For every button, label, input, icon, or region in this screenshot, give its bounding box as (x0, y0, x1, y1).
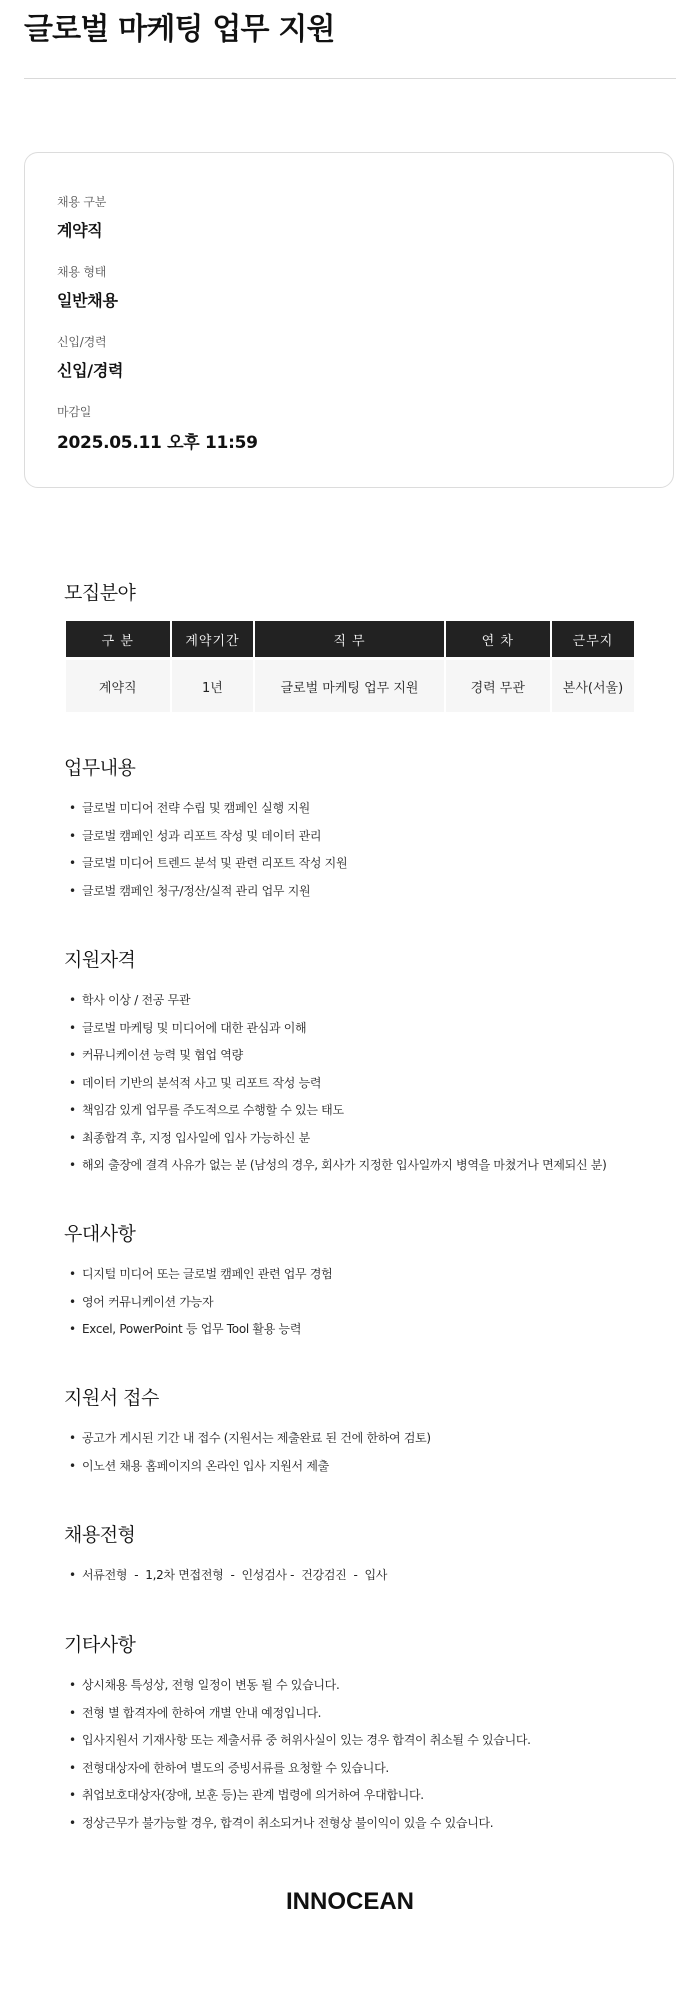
list-item: • 전형대상자에 한하여 별도의 증빙서류를 요청할 수 있습니다. (69, 1760, 389, 1775)
list-item-text: 전형 별 합격자에 한하여 개별 안내 예정입니다. (82, 1705, 322, 1720)
deadline-value: 2025.05.11 오후 11:59 (57, 433, 258, 453)
table-cell: 글로벌 마케팅 업무 지원 (255, 657, 443, 712)
list-item-text: 해외 출장에 결격 사유가 없는 분 (남성의 경우, 회사가 지정한 입사일까지 병역을 마쳤거나 면제되신 분) (82, 1158, 607, 1172)
section-title-application: 지원서 접수 (64, 1387, 159, 1409)
list-item: • 공고가 게시된 기간 내 접수 (지원서는 제출완료 된 건에 한하여 검토) (69, 1431, 431, 1445)
section-title-preferred: 우대사항 (64, 1223, 136, 1245)
table-cell: 계약직 (66, 657, 170, 712)
info-label: 신입/경력 (57, 335, 107, 349)
list-item: • 이노션 채용 홈페이지의 온라인 입사 지원서 제출 (69, 1458, 329, 1473)
list-item-text: 글로벌 캠페인 청구/정산/실적 관리 업무 지원 (82, 883, 311, 898)
list-item: • 글로벌 캠페인 성과 리포트 작성 및 데이터 관리 (69, 828, 322, 843)
list-item-text: 데이터 기반의 분석적 사고 및 리포트 작성 능력 (82, 1075, 322, 1090)
list-item-text: 정상근무가 불가능할 경우, 합격이 취소되거나 전형상 불이익이 있을 수 있습니다. (82, 1815, 494, 1830)
table-header-cell: 연 차 (446, 621, 551, 657)
section-title-etc: 기타사항 (64, 1634, 136, 1656)
section-title-duties: 업무내용 (64, 757, 136, 779)
info-value: 계약직 (57, 221, 103, 240)
list-item-text: 취업보호대상자(장애, 보훈 등)는 관계 법령에 의거하여 우대합니다. (82, 1788, 424, 1802)
list-item-text: 글로벌 미디어 전략 수립 및 캠페인 실행 지원 (82, 801, 310, 815)
list-item: • 학사 이상 / 전공 무관 (69, 993, 191, 1007)
list-item-text: 입사지원서 기재사항 또는 제출서류 중 허위사실이 있는 경우 합격이 취소될 수 있습니다. (82, 1733, 531, 1747)
list-item-text: 글로벌 미디어 트렌드 분석 및 관련 리포트 작성 지원 (82, 856, 348, 870)
list-item-text: 디지털 미디어 또는 글로벌 캠페인 관련 업무 경험 (82, 1267, 333, 1281)
etc-list (68, 1676, 531, 1841)
table-header-cell: 계약기간 (172, 621, 254, 657)
info-value: 일반채용 (57, 291, 118, 310)
section-title-process: 채용전형 (64, 1524, 136, 1546)
list-item: • 데이터 기반의 분석적 사고 및 리포트 작성 능력 (69, 1075, 322, 1090)
list-item-text: 최종합격 후, 지정 입사일에 입사 가능하신 분 (82, 1130, 310, 1145)
list-item: • 글로벌 캠페인 청구/정산/실적 관리 업무 지원 (69, 883, 311, 898)
section-title-qualifications: 지원자격 (64, 949, 136, 971)
info-label: 채용 형태 (57, 265, 107, 279)
info-item-type (57, 193, 106, 241)
list-item-text: 영어 커뮤니케이션 가능자 (82, 1294, 214, 1309)
info-item-form (57, 263, 118, 311)
list-item-text: 서류전형 - 1,2차 면접전형 - 인성검사 - 건강검진 - 입사 (82, 1568, 388, 1582)
list-item-text: 글로벌 캠페인 성과 리포트 작성 및 데이터 관리 (82, 828, 322, 843)
info-label: 채용 구분 (57, 195, 107, 209)
job-summary-card (24, 152, 674, 488)
list-item: • 서류전형 - 1,2차 면접전형 - 인성검사 - 건강검진 - 입사 (69, 1568, 388, 1582)
info-label: 마감일 (57, 405, 92, 419)
table-cell: 1년 (172, 657, 254, 712)
table-row (66, 657, 634, 712)
list-item: • Excel, PowerPoint 등 업무 Tool 활용 능력 (69, 1322, 302, 1336)
list-item: • 영어 커뮤니케이션 가능자 (69, 1294, 214, 1309)
innocean-logo: INNOCEAN (285, 1888, 414, 1915)
info-item-career (57, 333, 123, 381)
application-list (68, 1429, 431, 1484)
list-item: • 책임감 있게 업무를 주도적으로 수행할 수 있는 태도 (69, 1103, 344, 1117)
list-item: • 정상근무가 불가능할 경우, 합격이 취소되거나 전형상 불이익이 있을 수 있습니다. (69, 1815, 494, 1830)
list-item-text: Excel, PowerPoint 등 업무 Tool 활용 능력 (82, 1322, 302, 1336)
table-cell: 본사(서울) (552, 657, 634, 712)
info-value: 신입/경력 (57, 361, 124, 380)
list-item: • 취업보호대상자(장애, 보훈 등)는 관계 법령에 의거하여 우대합니다. (69, 1788, 424, 1802)
list-item: • 글로벌 미디어 트렌드 분석 및 관련 리포트 작성 지원 (69, 856, 348, 870)
list-item: • 디지털 미디어 또는 글로벌 캠페인 관련 업무 경험 (69, 1267, 333, 1281)
list-item: • 상시채용 특성상, 전형 일정이 변동 될 수 있습니다. (69, 1678, 340, 1692)
process-list (68, 1566, 387, 1594)
info-item-deadline (57, 403, 258, 453)
title-divider (24, 78, 676, 79)
list-item-text: 책임감 있게 업무를 주도적으로 수행할 수 있는 태도 (82, 1103, 344, 1117)
page-title: 글로벌 마케팅 업무 지원 (24, 12, 335, 47)
list-item: • 해외 출장에 결격 사유가 없는 분 (남성의 경우, 회사가 지정한 입사일까지 병역을 마쳤거나 면제되신 분) (69, 1158, 607, 1172)
qualifications-list (68, 991, 606, 1184)
list-item-text: 글로벌 마케팅 및 미디어에 대한 관심과 이해 (82, 1020, 307, 1035)
list-item: • 글로벌 미디어 전략 수립 및 캠페인 실행 지원 (69, 801, 310, 815)
recruit-table (64, 621, 636, 712)
list-item-text: 커뮤니케이션 능력 및 협업 역량 (82, 1048, 243, 1062)
table-header-cell: 근무지 (552, 621, 634, 657)
list-item: • 글로벌 마케팅 및 미디어에 대한 관심과 이해 (69, 1020, 307, 1035)
duties-list (68, 799, 347, 909)
list-item-text: 전형대상자에 한하여 별도의 증빙서류를 요청할 수 있습니다. (82, 1760, 389, 1775)
list-item-text: 학사 이상 / 전공 무관 (82, 993, 191, 1007)
table-header-row (66, 621, 634, 657)
table-header-cell: 직 무 (255, 621, 443, 657)
table-header-cell: 구 분 (66, 621, 170, 657)
list-item: • 커뮤니케이션 능력 및 협업 역량 (69, 1048, 243, 1062)
table-cell: 경력 무관 (446, 657, 551, 712)
list-item: • 전형 별 합격자에 한하여 개별 안내 예정입니다. (69, 1705, 322, 1720)
list-item-text: 이노션 채용 홈페이지의 온라인 입사 지원서 제출 (82, 1458, 329, 1473)
list-item-text: 상시채용 특성상, 전형 일정이 변동 될 수 있습니다. (82, 1678, 340, 1692)
preferred-list (68, 1265, 332, 1348)
list-item-text: 공고가 게시된 기간 내 접수 (지원서는 제출완료 된 건에 한하여 검토) (82, 1431, 431, 1445)
list-item: • 입사지원서 기재사항 또는 제출서류 중 허위사실이 있는 경우 합격이 취소될 수 있습니다. (69, 1733, 531, 1747)
list-item: • 최종합격 후, 지정 입사일에 입사 가능하신 분 (69, 1130, 310, 1145)
section-title-recruit: 모집분야 (64, 582, 136, 604)
